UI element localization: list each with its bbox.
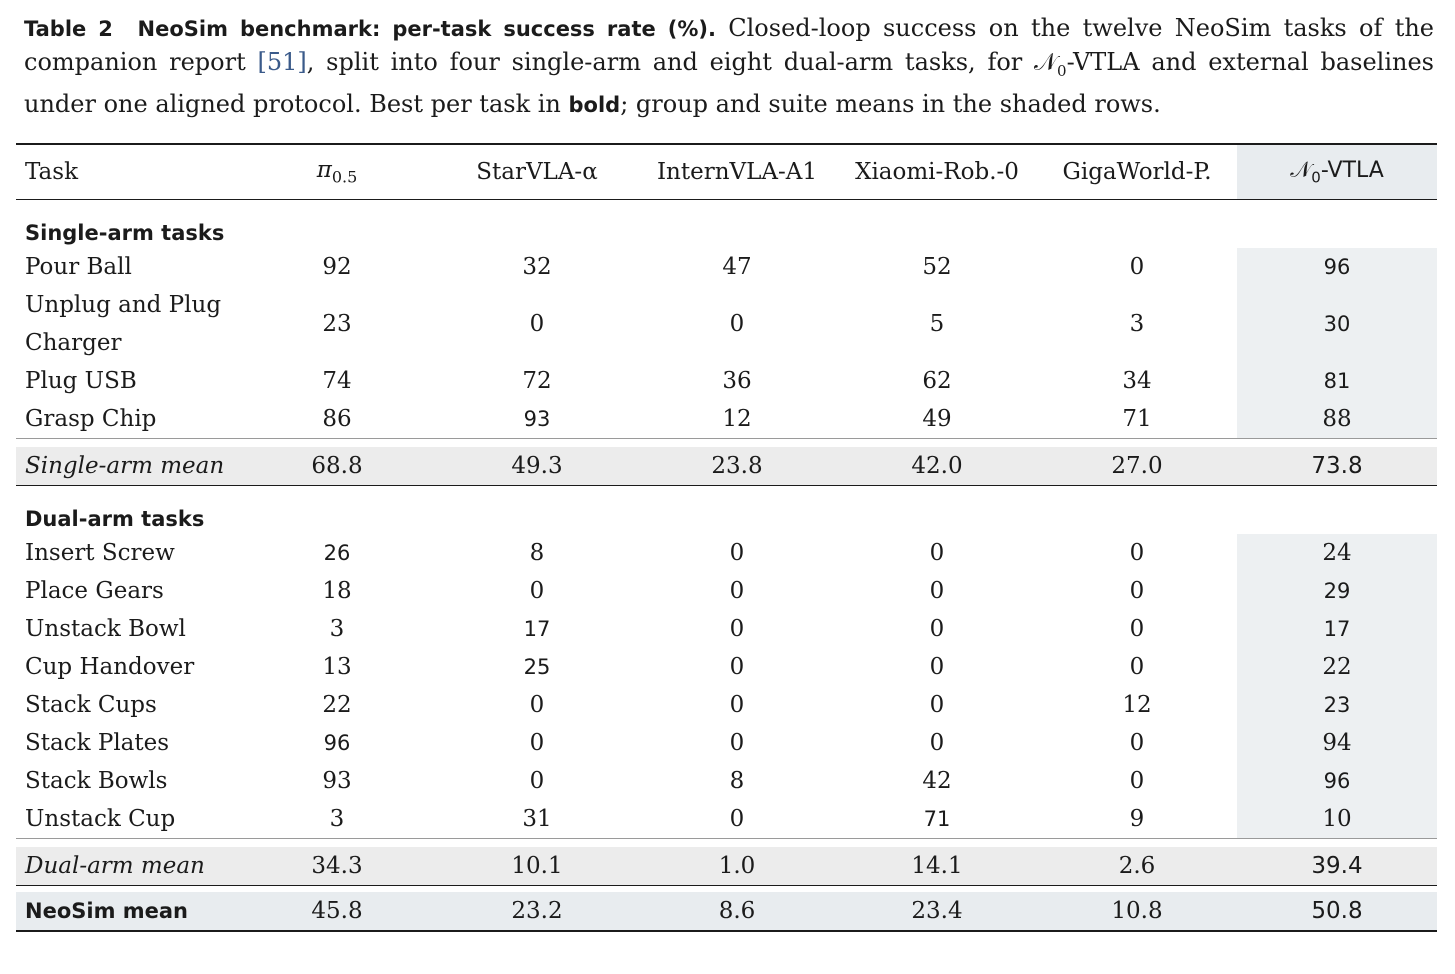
group-title-single: Single-arm tasks — [25, 221, 225, 245]
header-task: Task — [16, 144, 237, 200]
cell-value-best: 96 — [323, 731, 351, 755]
task-name: Unplug and Plug Charger — [25, 292, 222, 356]
cell-value: 0 — [929, 616, 945, 642]
cell-value-best: 29 — [1237, 572, 1437, 610]
caption-label: Table 2 — [24, 17, 113, 41]
mean-value: 14.1 — [837, 847, 1037, 886]
cell-value: 71 — [1122, 406, 1152, 432]
cell-value: 0 — [729, 616, 745, 642]
mean-value: 8.6 — [637, 892, 837, 931]
cell-value: 0 — [529, 578, 545, 604]
cell-value-best: 96 — [1237, 248, 1437, 286]
cell-value: 72 — [522, 368, 552, 394]
table-row — [16, 534, 1437, 572]
cell-value: 18 — [322, 578, 352, 604]
mean-value: 2.6 — [1037, 847, 1237, 886]
mean-label: Dual-arm mean — [16, 847, 237, 886]
mean-value: 23.2 — [437, 892, 637, 931]
cell-value: 22 — [1237, 648, 1437, 686]
mean-value-best: 73.8 — [1237, 447, 1437, 486]
cell-value-best: 93 — [523, 407, 551, 431]
cell-value: 0 — [1129, 616, 1145, 642]
table-row — [16, 686, 1437, 724]
mean-value: 10.1 — [437, 847, 637, 886]
cell-value: 0 — [529, 768, 545, 794]
cell-value: 32 — [522, 254, 552, 280]
table-row — [16, 400, 1437, 439]
cell-value: 24 — [1237, 534, 1437, 572]
cell-value: 0 — [529, 692, 545, 718]
cell-value: 0 — [929, 654, 945, 680]
table-row — [16, 724, 1437, 762]
cell-value-best: 23 — [1237, 686, 1437, 724]
header-xiaomi: Xiaomi-Rob.-0 — [837, 144, 1037, 200]
header-ours-suffix: -VTLA — [1320, 157, 1384, 183]
single-arm-mean-row — [16, 447, 1437, 486]
cell-value: 31 — [522, 806, 552, 832]
caption-text-c: -VTLA and external baselines under one aligned protocol. Best per task in — [24, 48, 1434, 118]
header-ours-glyph: 𝒩 — [1290, 157, 1312, 183]
cell-value-best: 26 — [323, 541, 351, 565]
cell-value: 0 — [1129, 654, 1145, 680]
cell-value: 0 — [929, 692, 945, 718]
cell-value: 42 — [922, 768, 952, 794]
cell-value: 0 — [729, 692, 745, 718]
cell-value-best: 25 — [523, 655, 551, 679]
cell-value: 47 — [722, 254, 752, 280]
task-name: Grasp Chip — [25, 406, 157, 432]
cell-value: 36 — [722, 368, 752, 394]
table-row — [16, 610, 1437, 648]
cell-value: 8 — [529, 540, 545, 566]
mean-label: Single-arm mean — [16, 447, 237, 486]
cell-value-best: 96 — [1237, 762, 1437, 800]
cell-value: 12 — [1122, 692, 1152, 718]
caption-model-glyph: 𝒩 — [1034, 48, 1058, 76]
caption-text-b: , split into four single-arm and eight dual-arm tasks, for — [306, 48, 1035, 76]
caption-title: NeoSim benchmark: per-task success rate (%). — [137, 17, 716, 41]
cell-value: 0 — [1129, 540, 1145, 566]
group-row-dual — [16, 486, 1437, 535]
cell-value: 94 — [1237, 724, 1437, 762]
table-row — [16, 648, 1437, 686]
task-name: Unstack Cup — [25, 806, 176, 832]
cell-value: 12 — [722, 406, 752, 432]
mean-value: 27.0 — [1037, 447, 1237, 486]
header-ours — [1237, 144, 1437, 200]
mean-value: 34.3 — [237, 847, 437, 886]
mean-value: 45.8 — [237, 892, 437, 931]
cell-value: 0 — [929, 730, 945, 756]
cell-value: 0 — [1129, 768, 1145, 794]
cell-value: 93 — [322, 768, 352, 794]
cell-value: 0 — [929, 578, 945, 604]
header-pi-sub: 0.5 — [331, 167, 358, 187]
cell-value: 5 — [929, 311, 945, 337]
mean-value-best: 50.8 — [1237, 892, 1437, 931]
suite-mean-label: NeoSim mean — [16, 892, 237, 931]
cell-value: 52 — [922, 254, 952, 280]
cell-value-best: 17 — [523, 617, 551, 641]
table-header-row — [16, 144, 1437, 200]
cell-value: 3 — [329, 806, 345, 832]
header-internvla: InternVLA-A1 — [637, 144, 837, 200]
caption-text-d: ; group and suite means in the shaded rows. — [620, 89, 1161, 118]
mean-value: 42.0 — [837, 447, 1037, 486]
cell-value: 74 — [322, 368, 352, 394]
cell-value: 86 — [322, 406, 352, 432]
cell-value-best: 81 — [1237, 362, 1437, 400]
mean-value: 68.8 — [237, 447, 437, 486]
cell-value: 9 — [1129, 806, 1145, 832]
cell-value: 13 — [322, 654, 352, 680]
mean-value: 10.8 — [1037, 892, 1237, 931]
cell-value: 0 — [529, 730, 545, 756]
table-row — [16, 762, 1437, 800]
cell-value: 62 — [922, 368, 952, 394]
task-name: Unstack Bowl — [25, 616, 186, 642]
task-name: Pour Ball — [25, 254, 132, 280]
task-name: Stack Bowls — [25, 768, 168, 794]
table-row — [16, 362, 1437, 400]
header-starvla: StarVLA-α — [437, 144, 637, 200]
cell-value: 0 — [529, 311, 545, 337]
header-ours-sub: 0 — [1311, 168, 1321, 187]
group-row-single — [16, 200, 1437, 249]
cell-value: 49 — [922, 406, 952, 432]
task-name: Stack Plates — [25, 730, 170, 756]
cell-value: 23 — [322, 311, 352, 337]
header-pi-symbol: π — [316, 157, 332, 184]
suite-mean-row — [16, 892, 1437, 931]
cell-value: 0 — [1129, 730, 1145, 756]
cell-value: 0 — [729, 654, 745, 680]
task-name: Stack Cups — [25, 692, 157, 718]
mean-value-best: 39.4 — [1237, 847, 1437, 886]
cell-value: 0 — [729, 806, 745, 832]
caption-model-sub: 0 — [1057, 61, 1067, 80]
table-caption — [24, 12, 1434, 122]
table-row — [16, 800, 1437, 839]
cell-value: 22 — [322, 692, 352, 718]
task-name: Insert Screw — [25, 540, 175, 566]
cell-value: 88 — [1237, 400, 1437, 439]
caption-text-a: Closed-loop success on the twelve NeoSim tasks of the companion report — [24, 14, 1434, 76]
cell-value: 3 — [329, 616, 345, 642]
mean-value: 23.4 — [837, 892, 1037, 931]
cell-value: 0 — [1129, 578, 1145, 604]
table-row — [16, 248, 1437, 286]
cell-value: 34 — [1122, 368, 1152, 394]
header-pi05 — [237, 144, 437, 200]
cell-value: 0 — [1129, 254, 1145, 280]
group-title-dual: Dual-arm tasks — [25, 507, 205, 531]
mean-value: 23.8 — [637, 447, 837, 486]
cell-value: 0 — [729, 730, 745, 756]
cell-value-best: 71 — [923, 807, 951, 831]
cell-value: 3 — [1129, 311, 1145, 337]
cell-value: 8 — [729, 768, 745, 794]
task-name: Plug USB — [25, 368, 137, 394]
cell-value-best: 17 — [1237, 610, 1437, 648]
cell-value: 92 — [322, 254, 352, 280]
task-name: Place Gears — [25, 578, 164, 604]
cell-value: 10 — [1237, 800, 1437, 839]
cell-value: 0 — [729, 540, 745, 566]
mean-value: 1.0 — [637, 847, 837, 886]
table-row — [16, 572, 1437, 610]
dual-arm-mean-row — [16, 847, 1437, 886]
citation-link[interactable]: [51] — [257, 48, 307, 76]
results-table — [16, 143, 1437, 932]
mean-value: 49.3 — [437, 447, 637, 486]
table-row — [16, 286, 1437, 362]
task-name: Cup Handover — [25, 654, 195, 680]
cell-value: 0 — [729, 578, 745, 604]
cell-value: 0 — [929, 540, 945, 566]
cell-value-best: 30 — [1237, 286, 1437, 362]
cell-value: 0 — [729, 311, 745, 337]
caption-bold-word: bold — [568, 92, 621, 117]
header-gigaworld: GigaWorld-P. — [1037, 144, 1237, 200]
